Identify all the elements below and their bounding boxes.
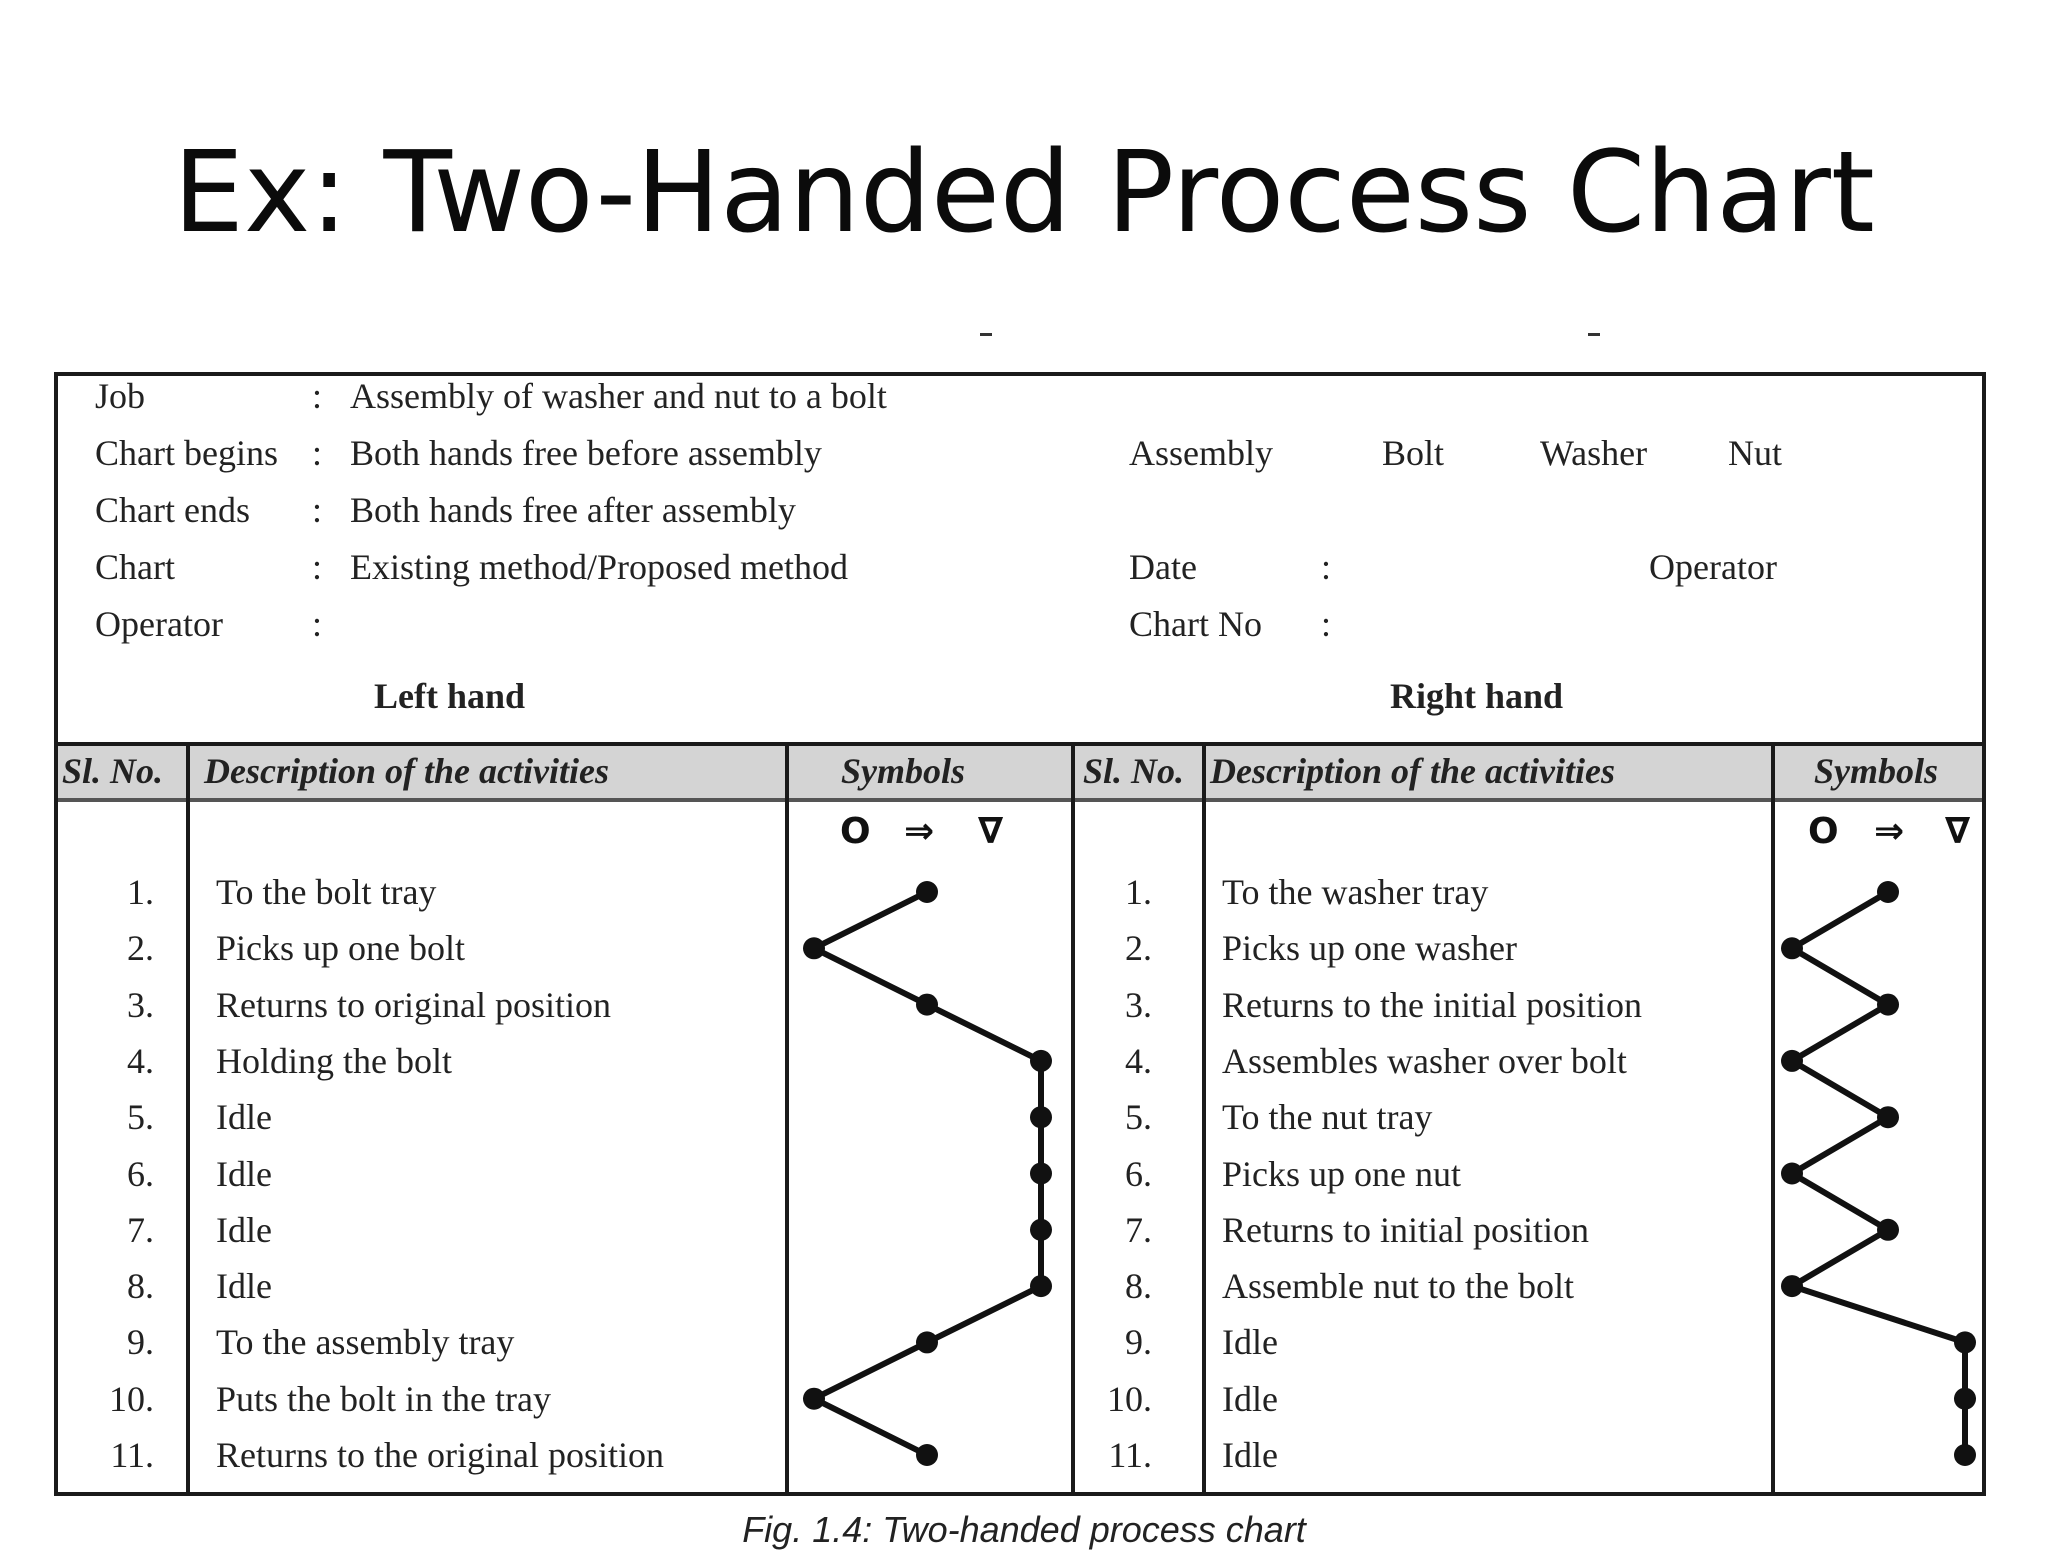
- left-hand-heading: Left hand: [374, 676, 526, 716]
- right-sequence-line: [1792, 892, 1965, 1455]
- right-sequence-point: [1877, 1219, 1899, 1241]
- left-row-number: 11.: [110, 1435, 154, 1475]
- tick-mark: [980, 333, 992, 336]
- chart-no-label: Chart No: [1129, 604, 1262, 644]
- right-sequence-point: [1781, 1275, 1803, 1297]
- left-sequence-point: [1030, 1106, 1052, 1128]
- left-row-description: Returns to original position: [216, 985, 611, 1025]
- right-row-number: 6.: [1125, 1154, 1152, 1194]
- left-sequence-point: [916, 1444, 938, 1466]
- right-row-number: 4.: [1125, 1041, 1152, 1081]
- left-sequence-point: [916, 1331, 938, 1353]
- left-sequence-point: [916, 881, 938, 903]
- col-header-symbols-left: Symbols: [841, 751, 966, 791]
- transport-symbol-right: ⇒: [1874, 811, 1905, 852]
- right-row-number: 9.: [1125, 1322, 1152, 1362]
- job-value: Assembly of washer and nut to a bolt: [350, 376, 887, 416]
- left-row-number: 3.: [127, 985, 154, 1025]
- right-row-description: Picks up one nut: [1222, 1154, 1461, 1194]
- operator-label: Operator: [95, 604, 223, 644]
- symbol-sequence-graph: [58, 376, 1982, 1492]
- left-sequence-point: [916, 994, 938, 1016]
- right-sequence-point: [1954, 1388, 1976, 1410]
- operation-symbol-right: O: [1808, 811, 1839, 852]
- right-row-description: Idle: [1222, 1322, 1278, 1362]
- left-row-description: Picks up one bolt: [216, 928, 465, 968]
- left-row-description: Idle: [216, 1097, 272, 1137]
- left-row-description: Holding the bolt: [216, 1041, 452, 1081]
- left-sequence-point: [803, 1388, 825, 1410]
- left-row-number: 8.: [127, 1266, 154, 1306]
- right-row-number: 3.: [1125, 985, 1152, 1025]
- caption-prefix: Fig. 1.4:: [742, 1509, 873, 1550]
- left-sequence-point: [1030, 1050, 1052, 1072]
- left-row-number: 7.: [127, 1210, 154, 1250]
- right-row-number: 8.: [1125, 1266, 1152, 1306]
- delay-symbol-left: ∇: [978, 811, 1004, 852]
- left-row-number: 10.: [109, 1379, 154, 1419]
- chart-label: Chart: [95, 547, 175, 587]
- chart-begins-label: Chart begins: [95, 433, 278, 473]
- chart-ends-value: Both hands free after assembly: [350, 490, 796, 530]
- colon: :: [1321, 547, 1332, 587]
- date-label: Date: [1129, 547, 1197, 587]
- washer-label: Washer: [1540, 433, 1648, 473]
- left-row-number: 6.: [127, 1154, 154, 1194]
- right-row-number: 1.: [1125, 872, 1152, 912]
- left-row-description: Idle: [216, 1266, 272, 1306]
- right-row-description: Assemble nut to the bolt: [1222, 1266, 1574, 1306]
- figure-caption: [0, 1510, 2048, 1550]
- colon: :: [312, 547, 323, 587]
- caption-text: Two-handed process chart: [882, 1509, 1306, 1550]
- tick-mark: [1588, 333, 1600, 336]
- colon: :: [312, 604, 323, 644]
- right-sequence-point: [1877, 994, 1899, 1016]
- left-row-description: To the bolt tray: [216, 872, 437, 912]
- right-row-number: 5.: [1125, 1097, 1152, 1137]
- right-row-description: Idle: [1222, 1435, 1278, 1475]
- colon: :: [1321, 604, 1332, 644]
- right-row-description: Picks up one washer: [1222, 928, 1517, 968]
- left-row-description: To the assembly tray: [216, 1322, 515, 1362]
- right-row-number: 11.: [1108, 1435, 1152, 1475]
- left-row-description: Idle: [216, 1154, 272, 1194]
- bolt-label: Bolt: [1382, 433, 1445, 473]
- slide-title: Ex: Two-Handed Process Chart: [173, 128, 1875, 258]
- transport-symbol-left: ⇒: [904, 811, 935, 852]
- right-row-description: To the washer tray: [1222, 872, 1489, 912]
- left-row-description: Returns to the original position: [216, 1435, 664, 1475]
- delay-symbol-right: ∇: [1945, 811, 1971, 852]
- left-row-number: 9.: [127, 1322, 154, 1362]
- chart-begins-value: Both hands free before assembly: [350, 433, 822, 473]
- right-sequence-point: [1877, 881, 1899, 903]
- left-row-number: 2.: [127, 928, 154, 968]
- col-header-symbols-right: Symbols: [1814, 751, 1939, 791]
- operation-symbol-left: O: [840, 811, 871, 852]
- right-row-description: To the nut tray: [1222, 1097, 1433, 1137]
- right-row-number: 10.: [1107, 1379, 1152, 1419]
- left-sequence-point: [1030, 1163, 1052, 1185]
- right-sequence-point: [1954, 1444, 1976, 1466]
- chart-ends-label: Chart ends: [95, 490, 250, 530]
- assembly-label: Assembly: [1129, 433, 1273, 473]
- right-sequence-point: [1954, 1331, 1976, 1353]
- col-header-description-right: Description of the activities: [1210, 751, 1615, 791]
- right-sequence-point: [1877, 1106, 1899, 1128]
- left-row-description: Puts the bolt in the tray: [216, 1379, 551, 1419]
- left-sequence-point: [803, 937, 825, 959]
- colon: :: [312, 490, 323, 530]
- right-row-description: Returns to initial position: [1222, 1210, 1589, 1250]
- right-row-description: Assembles washer over bolt: [1222, 1041, 1627, 1081]
- left-sequence-line: [814, 892, 1041, 1455]
- right-row-number: 7.: [1125, 1210, 1152, 1250]
- left-sequence-point: [1030, 1275, 1052, 1297]
- colon: :: [312, 433, 323, 473]
- right-row-number: 2.: [1125, 928, 1152, 968]
- colon: :: [312, 376, 323, 416]
- left-row-number: 5.: [127, 1097, 154, 1137]
- operator-right-label: Operator: [1649, 547, 1777, 587]
- left-row-number: 4.: [127, 1041, 154, 1081]
- left-sequence-point: [1030, 1219, 1052, 1241]
- right-hand-heading: Right hand: [1390, 676, 1564, 716]
- right-sequence-point: [1781, 1163, 1803, 1185]
- right-row-description: Returns to the initial position: [1222, 985, 1642, 1025]
- nut-label: Nut: [1728, 433, 1782, 473]
- col-header-sl-no-left: Sl. No.: [62, 751, 164, 791]
- right-sequence-point: [1781, 1050, 1803, 1072]
- job-label: Job: [95, 376, 146, 416]
- chart-value: Existing method/Proposed method: [350, 547, 848, 587]
- process-chart-table: [54, 372, 1986, 1496]
- col-header-description-left: Description of the activities: [204, 751, 609, 791]
- right-row-description: Idle: [1222, 1379, 1278, 1419]
- left-row-description: Idle: [216, 1210, 272, 1250]
- left-row-number: 1.: [127, 872, 154, 912]
- right-sequence-point: [1781, 937, 1803, 959]
- col-header-sl-no-right: Sl. No.: [1083, 751, 1185, 791]
